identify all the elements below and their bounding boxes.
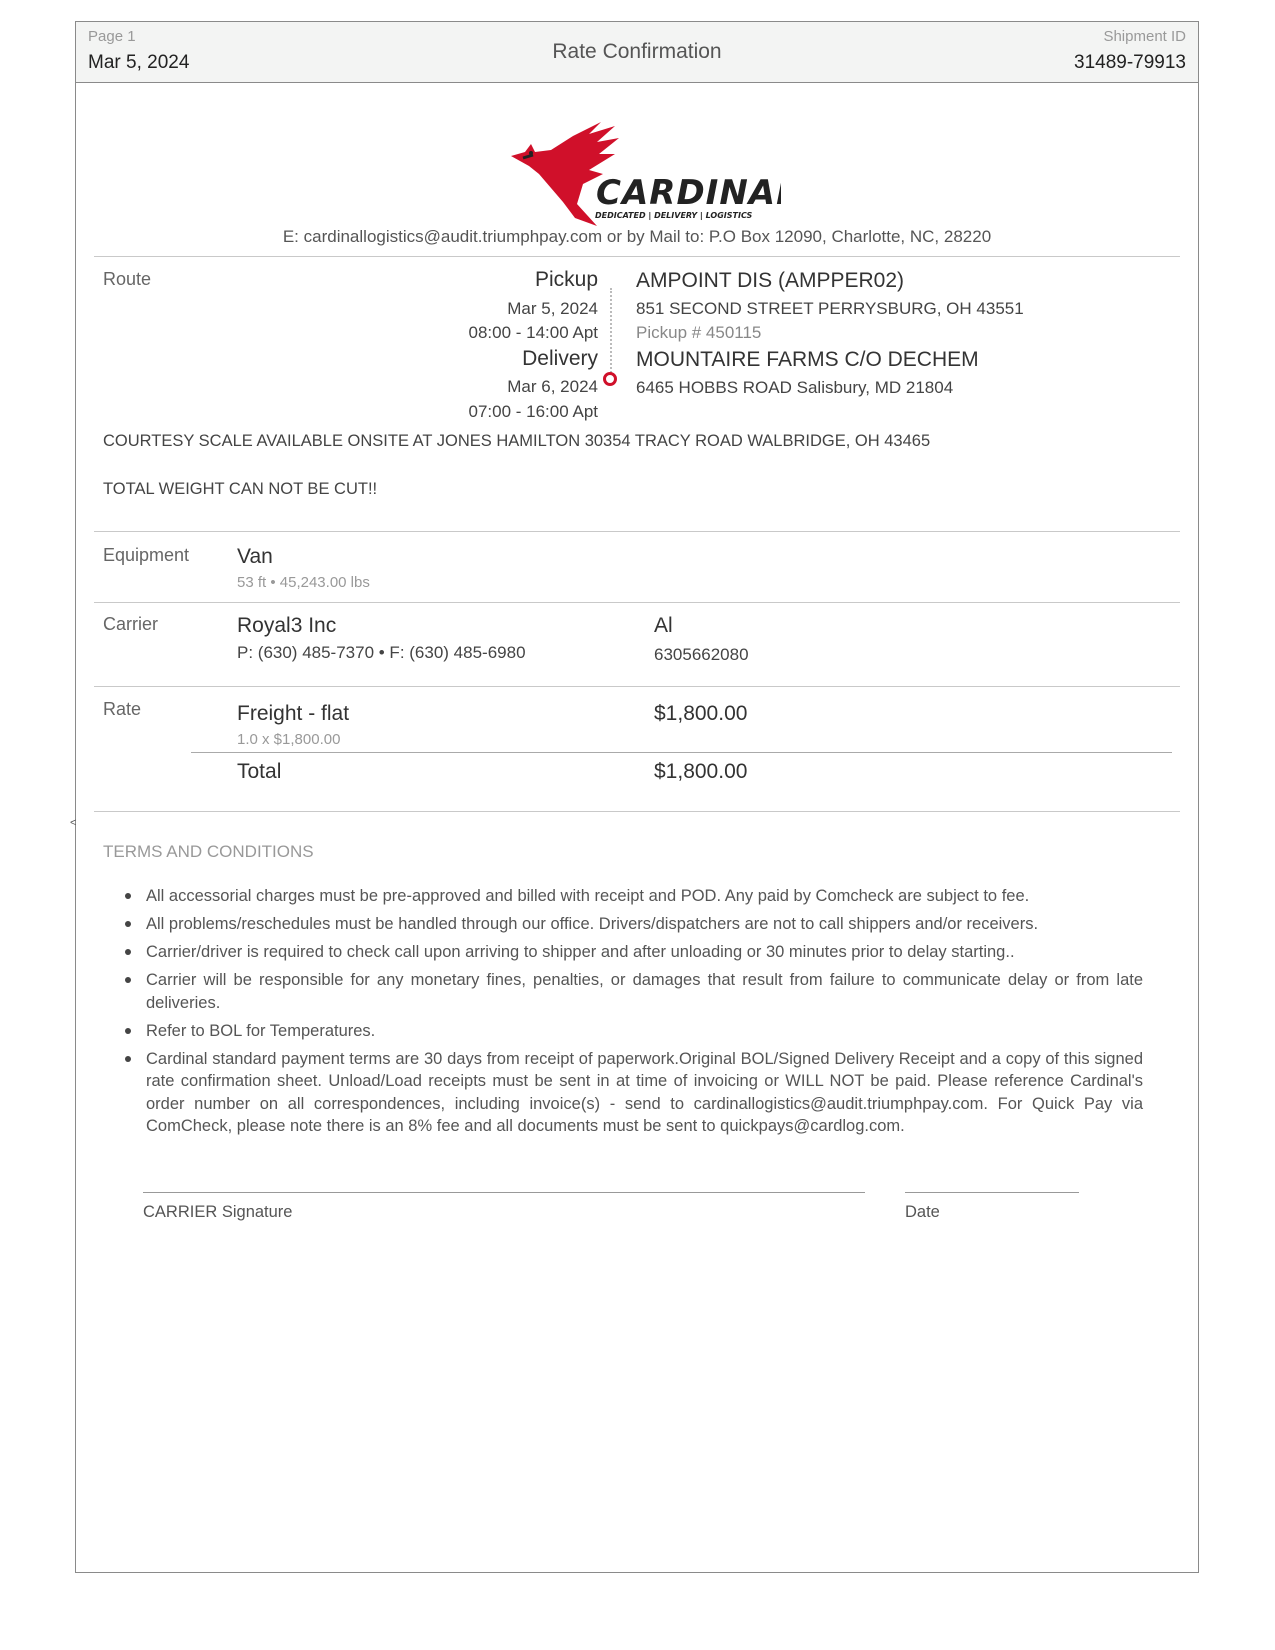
carrier-signature-line[interactable] [143,1192,865,1193]
list-item: • Cardinal standard payment terms are 30 days from receipt of paperwork.Original BOL/Signed Delivery Receipt and a copy of this signed rate confirmation sheet. Unload/Load receipts must be sent in at time of invoicing or WILL NOT be paid. Please reference Cardinal's order number on all correspondences, including invoice(s) - send to cardinallogistics@audit.triumphpay.com. For Quick Pay via ComCheck, please note there is an 8% fee and all documents must be sent to quickpays@cardlog.com. [143,1047,1143,1138]
shipment-id: 31489-79913 [1074,52,1186,73]
list-item: • Carrier will be responsible for any monetary fines, penalties, or damages that result from failure to communicate delay or from late deliveries. [143,968,1143,1014]
equipment-type: Van [237,545,273,568]
pickup-number: Pickup # 450115 [636,323,762,342]
page-header [76,22,1198,83]
delivery-name: MOUNTAIRE FARMS C/O DECHEM [636,348,979,371]
pickup-date: Mar 5, 2024 [507,299,598,318]
brand-name: CARDINAL [596,173,781,213]
route-note: TOTAL WEIGHT CAN NOT BE CUT!! [103,480,378,498]
header-date: Mar 5, 2024 [88,52,190,73]
terms-title: TERMS AND CONDITIONS [103,842,314,861]
carrier-contact-name: Al [654,614,673,637]
list-item: • Refer to BOL for Temperatures. [143,1019,1143,1043]
document-frame [75,21,1199,1573]
rate-label: Rate [103,699,142,719]
carrier-name: Royal3 Inc [237,614,337,637]
divider [94,256,1180,257]
carrier-contact-phone: 6305662080 [654,645,749,664]
delivery-date: Mar 6, 2024 [507,377,598,396]
pickup-window: 08:00 - 14:00 Apt [468,323,598,342]
list-item: • Carrier/driver is required to check call upon arriving to shipper and after unloading or 30 minutes prior to delay starting.. [143,940,1143,964]
delivery-marker-icon [603,372,617,386]
rate-item-detail: 1.0 x $1,800.00 [237,731,341,748]
total-amount: $1,800.00 [654,760,748,783]
divider [94,531,1180,532]
rate-item-amount: $1,800.00 [654,702,748,725]
route-label: Route [103,269,152,289]
equipment-detail: 53 ft • 45,243.00 lbs [237,574,370,591]
carrier-signature-label: CARRIER Signature [143,1203,293,1221]
delivery-label: Delivery [522,347,598,370]
date-signature-line[interactable] [905,1192,1079,1193]
route-note: COURTESY SCALE AVAILABLE ONSITE AT JONES HAMILTON 30354 TRACY ROAD WALBRIDGE, OH 43465 [103,432,931,450]
divider [94,686,1180,687]
pickup-label: Pickup [534,268,598,291]
list-item: • All accessorial charges must be pre-approved and billed with receipt and POD. Any paid by Comcheck are subject to fee. [143,884,1143,908]
divider [191,752,1172,753]
pickup-name: AMPOINT DIS (AMPPER02) [636,269,904,292]
divider [94,811,1180,812]
cardinal-logo [511,122,781,232]
date-signature-label: Date [905,1203,940,1221]
page-label: Page 1 [88,28,136,45]
rate-item: Freight - flat [237,702,350,725]
equipment-label: Equipment [103,545,190,565]
terms-list [116,884,1143,1142]
carrier-phones: P: (630) 485-7370 • F: (630) 485-6980 [237,643,526,662]
list-item: • All problems/reschedules must be handled through our office. Drivers/dispatchers are not to call shippers and/or receivers. [143,912,1143,936]
delivery-window: 07:00 - 16:00 Apt [468,402,598,421]
divider [94,602,1180,603]
delivery-address: 6465 HOBBS ROAD Salisbury, MD 21804 [636,378,954,397]
brand-tagline: DEDICATED | DELIVERY | LOGISTICS [595,211,753,220]
carrier-label: Carrier [103,614,159,634]
route-connector-line [610,288,612,380]
total-label: Total [237,760,282,783]
shipment-id-label: Shipment ID [1103,28,1186,45]
pickup-address: 851 SECOND STREET PERRYSBURG, OH 43551 [636,299,1024,318]
stray-mark: < [70,817,77,829]
contact-line: E: cardinallogistics@audit.triumphpay.com or by Mail to: P.O Box 12090, Charlotte, NC, 28220 [282,227,992,246]
page-title: Rate Confirmation [552,40,722,63]
